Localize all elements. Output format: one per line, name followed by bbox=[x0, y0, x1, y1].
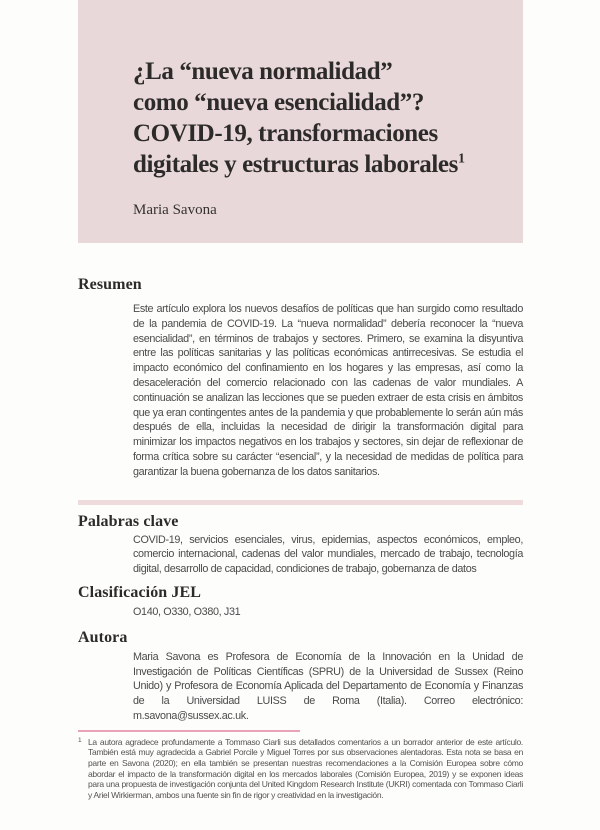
section-resumen bbox=[78, 275, 523, 480]
keywords-text: COVID-19, servicios esenciales, virus, epidemias, aspectos económicos, empleo, comercio internacional, cadenas del valor mundiales, mercado de trabajo, tecnología digital, desarrollo de capacidad, condiciones de trabajo, gobernanza de datos bbox=[133, 533, 523, 576]
clasificacion-jel-heading: Clasificación JEL bbox=[78, 583, 202, 601]
title-line-1: ¿La “nueva normalidad” bbox=[133, 58, 393, 85]
section-autora bbox=[78, 628, 523, 724]
jel-codes: O140, O330, O380, J31 bbox=[133, 605, 241, 618]
abstract-text: Este artículo explora los nuevos desafíos de políticas que han surgido como resultado de la pandemia de COVID-19. La “nueva normalidad” debería reconocer la “nueva esencialidad”, en términos de trabajos y sectores. Primero, se examina la disyuntiva entre las políticas sanitarias y las políticas económicas antirrecesivas. Se estudia el impacto económico del confinamiento en los hogares y las empresas, así como la desaceleración del comercio relacionado con las cadenas de valor mundiales. A continuación se analizan las lecciones que se pueden extraer de esta crisis en ámbitos que ya eran contingentes antes de la pandemia y que probablemente lo serán aún más después de ella, incluidas la necesidad de dirigir la transformación digital para minimizar los impactos negativos en los trabajos y sectores, sin dejar de reflexionar de forma crítica sobre su carácter “esencial”, y la necesidad de medidas de política para garantizar la buena gobernanza de los datos sanitarios. bbox=[133, 303, 523, 478]
author-bio-text: Maria Savona es Profesora de Economía de la Innovación en la Unidad de Investigación de Políticas Científicas (SPRU) de la Universidad de Sussex (Reino Unido) y Profesora de Economía Aplicada del Departamento de Economía y Finanzas de la Universidad LUISS de Roma (Italia). Correo electrónico: m.savona@sussex.ac.uk. bbox=[133, 650, 523, 722]
divider-bar bbox=[78, 500, 523, 505]
footnote-rule bbox=[78, 730, 300, 732]
title-line-4-text: digitales y estructuras laborales bbox=[133, 151, 458, 178]
title-block bbox=[78, 0, 523, 243]
resumen-heading: Resumen bbox=[78, 276, 142, 293]
footnote-marker: 1 bbox=[78, 736, 82, 744]
paper-title bbox=[133, 56, 503, 180]
footnote-ref-superscript: 1 bbox=[457, 151, 465, 167]
title-line-2: como “nueva esencialidad”? bbox=[133, 89, 424, 116]
section-clasificacion-jel bbox=[78, 583, 523, 620]
autora-heading: Autora bbox=[78, 628, 128, 646]
author-name: Maria Savona bbox=[133, 202, 217, 218]
title-line-4 bbox=[133, 149, 503, 180]
footnote-text: La autora agradece profundamente a Tommaso Ciarli sus detallados comentarios a un borrador anterior de este artículo. También está muy agradecida a Gabriel Porcile y Miguel Torres por sus observaciones alentadoras. Esta nota se basa en parte en Savona (2020); en ella también se presentan nuestras recomendaciones a la Comisión Europea sobre cómo abordar el impacto de la transformación digital en los mercados laborales (Comisión Europea, 2019) y se exponen ideas para una propuesta de investigación conjunta del United Kingdom Research Institute (UKRI) comentada con Tommaso Ciarli y Ariel Wirkierman, ambos una fuente sin fin de rigor y creatividad en la investigación. bbox=[88, 736, 523, 800]
section-palabras-clave bbox=[78, 512, 523, 577]
palabras-clave-heading: Palabras clave bbox=[78, 512, 179, 530]
title-line-3: COVID-19, transformaciones bbox=[133, 120, 438, 147]
footnote bbox=[78, 737, 523, 801]
